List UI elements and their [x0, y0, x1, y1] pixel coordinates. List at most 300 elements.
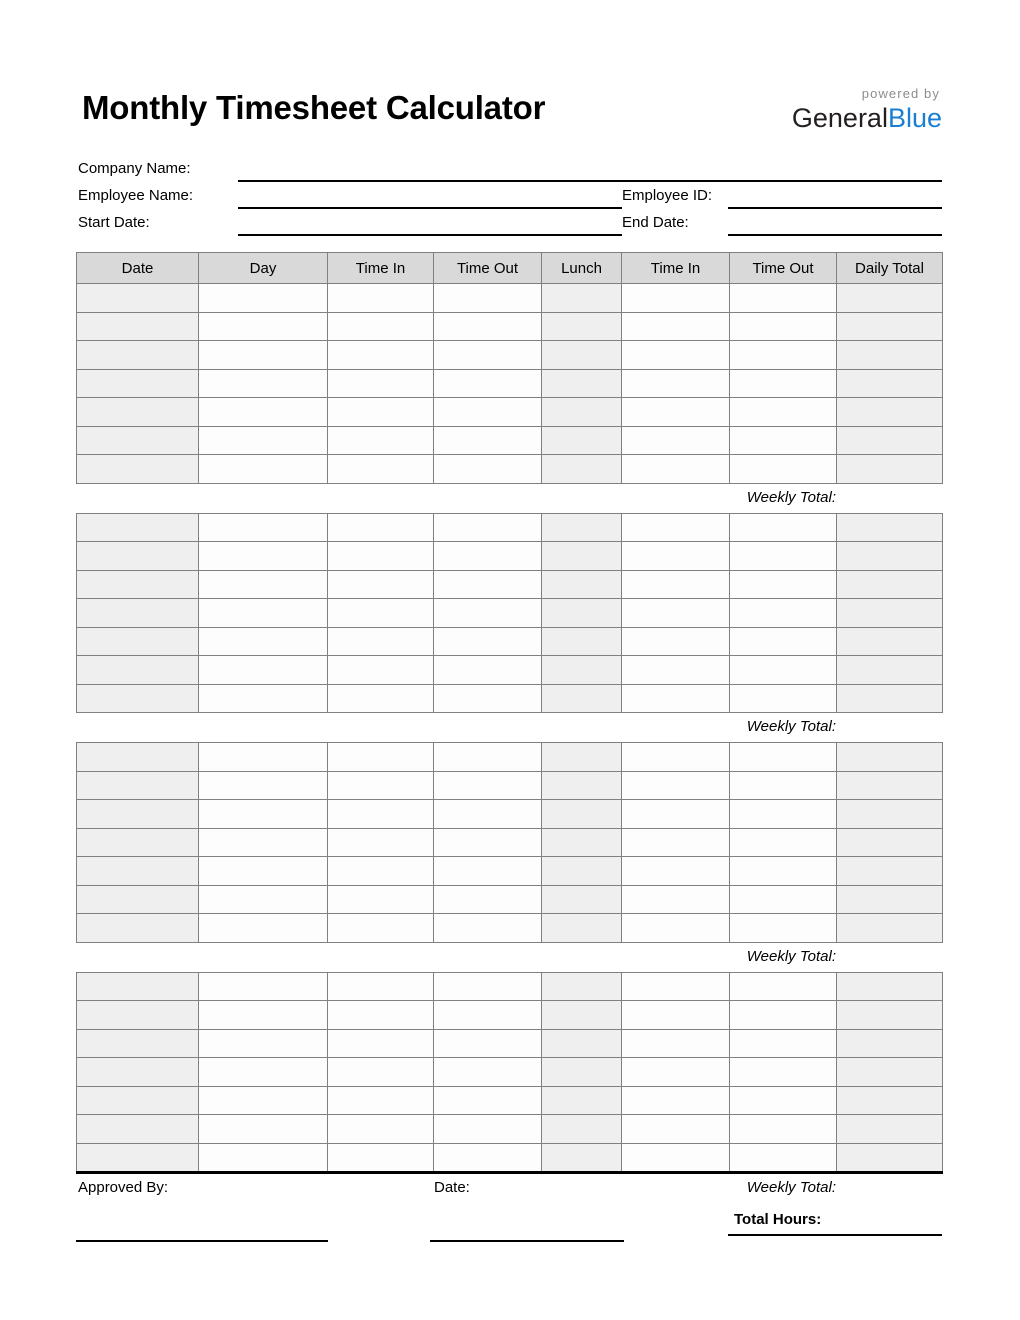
- table-cell[interactable]: [199, 312, 328, 341]
- table-cell[interactable]: [730, 684, 837, 713]
- table-cell[interactable]: [328, 513, 434, 542]
- table-cell[interactable]: [837, 1001, 943, 1030]
- table-cell[interactable]: [622, 426, 730, 455]
- table-cell[interactable]: [837, 800, 943, 829]
- timesheet-block-1: [76, 252, 943, 484]
- table-row: [77, 1143, 943, 1173]
- table-row: [77, 369, 943, 398]
- table-cell[interactable]: [622, 828, 730, 857]
- table-cell[interactable]: [622, 743, 730, 772]
- table-cell[interactable]: [730, 1086, 837, 1115]
- page-title: Monthly Timesheet Calculator: [82, 89, 546, 126]
- table-cell[interactable]: [730, 771, 837, 800]
- table-row: [77, 800, 943, 829]
- table-cell[interactable]: [730, 914, 837, 943]
- table-cell[interactable]: [837, 1115, 943, 1144]
- table-cell[interactable]: [199, 341, 328, 370]
- column-header: Date: [77, 253, 199, 284]
- table-cell[interactable]: [622, 570, 730, 599]
- table-cell[interactable]: [77, 570, 199, 599]
- table-cell[interactable]: [542, 828, 622, 857]
- column-header: Time Out: [730, 253, 837, 284]
- table-cell[interactable]: [730, 455, 837, 484]
- table-header-row: [77, 253, 943, 284]
- table-cell[interactable]: [77, 684, 199, 713]
- table-cell[interactable]: [730, 513, 837, 542]
- table-cell[interactable]: [622, 914, 730, 943]
- table-cell[interactable]: [199, 684, 328, 713]
- table-cell[interactable]: [328, 743, 434, 772]
- table-cell[interactable]: [542, 1058, 622, 1087]
- company-name-label: Company Name:: [78, 160, 191, 177]
- table-cell[interactable]: [199, 570, 328, 599]
- table-cell[interactable]: [434, 341, 542, 370]
- table-cell[interactable]: [622, 1086, 730, 1115]
- table-row: [77, 1115, 943, 1144]
- table-cell[interactable]: [77, 656, 199, 685]
- table-cell[interactable]: [434, 513, 542, 542]
- table-cell[interactable]: [622, 972, 730, 1001]
- table-cell[interactable]: [199, 1143, 328, 1173]
- table-cell[interactable]: [199, 972, 328, 1001]
- table-cell[interactable]: [542, 284, 622, 313]
- table-cell[interactable]: [542, 656, 622, 685]
- table-cell[interactable]: [434, 656, 542, 685]
- table-cell[interactable]: [434, 1086, 542, 1115]
- start-date-input[interactable]: [238, 234, 622, 236]
- timesheet-block-2: [76, 513, 943, 714]
- table-row: [77, 743, 943, 772]
- brand-powered-by-text: powered by: [861, 86, 940, 101]
- table-cell[interactable]: [328, 369, 434, 398]
- table-cell[interactable]: [434, 599, 542, 628]
- weekly-total-label: Weekly Total:: [746, 488, 836, 506]
- table-cell[interactable]: [434, 542, 542, 571]
- table-cell[interactable]: [622, 369, 730, 398]
- employee-name-input[interactable]: [238, 207, 622, 209]
- table-cell[interactable]: [542, 1115, 622, 1144]
- table-cell[interactable]: [542, 800, 622, 829]
- table-cell[interactable]: [542, 914, 622, 943]
- table-row: [77, 656, 943, 685]
- weekly-total-row-3: [76, 943, 942, 972]
- table-cell[interactable]: [328, 1086, 434, 1115]
- table-row: [77, 312, 943, 341]
- table-cell[interactable]: [77, 771, 199, 800]
- table-cell[interactable]: [328, 542, 434, 571]
- table-cell[interactable]: [622, 627, 730, 656]
- table-cell[interactable]: [199, 426, 328, 455]
- table-cell[interactable]: [730, 426, 837, 455]
- table-row: [77, 857, 943, 886]
- table-cell[interactable]: [328, 1143, 434, 1173]
- table-cell[interactable]: [434, 570, 542, 599]
- table-cell[interactable]: [434, 369, 542, 398]
- table-cell[interactable]: [837, 972, 943, 1001]
- table-cell[interactable]: [77, 1115, 199, 1144]
- table-cell[interactable]: [622, 656, 730, 685]
- table-cell[interactable]: [434, 455, 542, 484]
- table-cell[interactable]: [434, 684, 542, 713]
- table-cell[interactable]: [622, 542, 730, 571]
- table-cell[interactable]: [328, 828, 434, 857]
- table-cell[interactable]: [542, 570, 622, 599]
- table-cell[interactable]: [730, 398, 837, 427]
- company-name-input[interactable]: [238, 180, 942, 182]
- table-cell[interactable]: [199, 828, 328, 857]
- brand-logo: [642, 86, 942, 134]
- table-cell[interactable]: [77, 1001, 199, 1030]
- table-cell[interactable]: [837, 542, 943, 571]
- table-cell[interactable]: [730, 743, 837, 772]
- table-cell[interactable]: [199, 1001, 328, 1030]
- table-cell[interactable]: [622, 800, 730, 829]
- table-cell[interactable]: [837, 369, 943, 398]
- table-cell[interactable]: [328, 1001, 434, 1030]
- table-row: [77, 341, 943, 370]
- table-cell[interactable]: [730, 284, 837, 313]
- table-cell[interactable]: [328, 885, 434, 914]
- table-cell[interactable]: [199, 771, 328, 800]
- table-cell[interactable]: [837, 284, 943, 313]
- table-cell[interactable]: [837, 398, 943, 427]
- table-cell[interactable]: [434, 972, 542, 1001]
- table-cell[interactable]: [622, 771, 730, 800]
- table-cell[interactable]: [622, 599, 730, 628]
- table-cell[interactable]: [199, 599, 328, 628]
- table-cell[interactable]: [837, 627, 943, 656]
- table-cell[interactable]: [199, 398, 328, 427]
- table-cell[interactable]: [622, 455, 730, 484]
- table-cell[interactable]: [434, 743, 542, 772]
- table-cell[interactable]: [434, 1115, 542, 1144]
- table-cell[interactable]: [622, 341, 730, 370]
- table-cell[interactable]: [434, 828, 542, 857]
- table-cell[interactable]: [837, 513, 943, 542]
- form-row-company: [78, 158, 942, 185]
- table-cell[interactable]: [837, 885, 943, 914]
- weekly-total-row-2: [76, 713, 942, 742]
- table-cell[interactable]: [542, 312, 622, 341]
- table-cell[interactable]: [199, 627, 328, 656]
- table-cell[interactable]: [434, 1143, 542, 1173]
- table-cell[interactable]: [199, 369, 328, 398]
- table-cell[interactable]: [328, 570, 434, 599]
- table-cell[interactable]: [542, 1001, 622, 1030]
- table-cell[interactable]: [199, 1086, 328, 1115]
- table-cell[interactable]: [542, 426, 622, 455]
- table-cell[interactable]: [622, 1001, 730, 1030]
- table-cell[interactable]: [542, 743, 622, 772]
- table-cell[interactable]: [542, 1143, 622, 1173]
- table-cell[interactable]: [77, 885, 199, 914]
- table-cell[interactable]: [434, 914, 542, 943]
- table-cell[interactable]: [730, 885, 837, 914]
- table-row: [77, 914, 943, 943]
- table-cell[interactable]: [77, 312, 199, 341]
- table-cell[interactable]: [730, 627, 837, 656]
- table-cell[interactable]: [542, 972, 622, 1001]
- table-cell[interactable]: [77, 426, 199, 455]
- table-cell[interactable]: [328, 684, 434, 713]
- table-cell[interactable]: [199, 284, 328, 313]
- table-cell[interactable]: [837, 341, 943, 370]
- table-cell[interactable]: [77, 284, 199, 313]
- table-cell[interactable]: [434, 771, 542, 800]
- table-cell[interactable]: [77, 1143, 199, 1173]
- table-cell[interactable]: [199, 513, 328, 542]
- table-cell[interactable]: [730, 800, 837, 829]
- table-cell[interactable]: [730, 857, 837, 886]
- table-cell[interactable]: [622, 1143, 730, 1173]
- table-cell[interactable]: [837, 743, 943, 772]
- table-row: [77, 771, 943, 800]
- form-row-employee: [78, 185, 942, 212]
- table-cell[interactable]: [622, 398, 730, 427]
- table-cell[interactable]: [837, 857, 943, 886]
- table-cell[interactable]: [77, 542, 199, 571]
- timesheet-block-4: [76, 972, 943, 1175]
- table-cell[interactable]: [622, 1058, 730, 1087]
- table-row: [77, 1029, 943, 1058]
- employee-id-input[interactable]: [728, 207, 942, 209]
- table-row: [77, 284, 943, 313]
- table-cell[interactable]: [622, 684, 730, 713]
- table-cell[interactable]: [77, 398, 199, 427]
- table-cell[interactable]: [328, 284, 434, 313]
- column-header: Time In: [328, 253, 434, 284]
- table-cell[interactable]: [328, 1029, 434, 1058]
- table-cell[interactable]: [77, 828, 199, 857]
- table-cell[interactable]: [434, 1029, 542, 1058]
- table-cell[interactable]: [328, 455, 434, 484]
- table-cell[interactable]: [542, 771, 622, 800]
- table-cell[interactable]: [199, 857, 328, 886]
- timesheet-block-3: [76, 742, 943, 943]
- table-row: [77, 570, 943, 599]
- table-cell[interactable]: [542, 599, 622, 628]
- page-header: [76, 86, 942, 148]
- table-cell[interactable]: [622, 1115, 730, 1144]
- table-cell[interactable]: [199, 542, 328, 571]
- table-cell[interactable]: [837, 312, 943, 341]
- table-cell[interactable]: [328, 800, 434, 829]
- table-cell[interactable]: [837, 599, 943, 628]
- table-cell[interactable]: [328, 627, 434, 656]
- table-cell[interactable]: [837, 684, 943, 713]
- table-cell[interactable]: [622, 513, 730, 542]
- table-cell[interactable]: [730, 1115, 837, 1144]
- column-header: Time Out: [434, 253, 542, 284]
- table-cell[interactable]: [542, 369, 622, 398]
- table-cell[interactable]: [542, 885, 622, 914]
- form-row-dates: [78, 212, 942, 239]
- table-cell[interactable]: [434, 284, 542, 313]
- column-header: Time In: [622, 253, 730, 284]
- table-cell[interactable]: [77, 1029, 199, 1058]
- brand-name-general: General: [791, 103, 888, 133]
- table-cell[interactable]: [199, 885, 328, 914]
- table-cell[interactable]: [434, 426, 542, 455]
- table-cell[interactable]: [434, 800, 542, 829]
- table-cell[interactable]: [77, 972, 199, 1001]
- table-cell[interactable]: [542, 1029, 622, 1058]
- table-cell[interactable]: [730, 570, 837, 599]
- table-cell[interactable]: [328, 972, 434, 1001]
- table-row: [77, 513, 943, 542]
- table-cell[interactable]: [199, 1115, 328, 1144]
- table-cell[interactable]: [328, 914, 434, 943]
- table-cell[interactable]: [77, 743, 199, 772]
- table-cell[interactable]: [77, 857, 199, 886]
- table-cell[interactable]: [542, 627, 622, 656]
- table-cell[interactable]: [730, 656, 837, 685]
- end-date-input[interactable]: [728, 234, 942, 236]
- table-cell[interactable]: [77, 1086, 199, 1115]
- timesheet-table-area: [76, 252, 942, 1174]
- table-cell[interactable]: [542, 455, 622, 484]
- table-cell[interactable]: [77, 341, 199, 370]
- table-row: [77, 1086, 943, 1115]
- employee-name-label: Employee Name:: [78, 187, 194, 204]
- footer-weekly-total-label: Weekly Total:: [746, 1179, 836, 1196]
- table-cell[interactable]: [328, 426, 434, 455]
- table-cell[interactable]: [434, 1058, 542, 1087]
- start-date-label: Start Date:: [78, 214, 150, 231]
- approved-by-label: Approved By:: [78, 1179, 169, 1196]
- table-row: [77, 542, 943, 571]
- table-cell[interactable]: [542, 542, 622, 571]
- table-row: [77, 398, 943, 427]
- column-header: Day: [199, 253, 328, 284]
- table-cell[interactable]: [328, 1058, 434, 1087]
- column-header: Daily Total: [837, 253, 943, 284]
- info-form: [78, 158, 942, 238]
- table-cell[interactable]: [199, 914, 328, 943]
- table-cell[interactable]: [77, 513, 199, 542]
- table-cell[interactable]: [730, 1001, 837, 1030]
- table-cell[interactable]: [837, 1143, 943, 1173]
- table-cell[interactable]: [622, 312, 730, 341]
- table-cell[interactable]: [542, 684, 622, 713]
- weekly-total-label: Weekly Total:: [746, 947, 836, 965]
- table-cell[interactable]: [622, 885, 730, 914]
- end-date-label: End Date:: [622, 214, 689, 231]
- table-row: [77, 627, 943, 656]
- table-cell[interactable]: [730, 369, 837, 398]
- weekly-total-label: Weekly Total:: [746, 718, 836, 735]
- brand-name-blue: Blue: [887, 103, 942, 133]
- table-cell[interactable]: [622, 857, 730, 886]
- table-cell[interactable]: [622, 1029, 730, 1058]
- table-cell[interactable]: [77, 800, 199, 829]
- table-cell[interactable]: [77, 455, 199, 484]
- table-cell[interactable]: [730, 1058, 837, 1087]
- table-cell[interactable]: [542, 1086, 622, 1115]
- table-cell[interactable]: [199, 743, 328, 772]
- table-cell[interactable]: [434, 398, 542, 427]
- table-cell[interactable]: [837, 455, 943, 484]
- table-cell[interactable]: [542, 857, 622, 886]
- total-hours-value: [728, 1234, 942, 1236]
- table-cell[interactable]: [730, 1143, 837, 1173]
- table-cell[interactable]: [199, 800, 328, 829]
- table-row: [77, 684, 943, 713]
- table-row: [77, 455, 943, 484]
- footer-date-label: Date:: [434, 1179, 470, 1196]
- table-cell[interactable]: [542, 398, 622, 427]
- column-header: Lunch: [542, 253, 622, 284]
- table-cell[interactable]: [328, 656, 434, 685]
- table-cell[interactable]: [837, 426, 943, 455]
- table-row: [77, 426, 943, 455]
- table-cell[interactable]: [434, 312, 542, 341]
- table-cell[interactable]: [837, 914, 943, 943]
- table-cell[interactable]: [837, 656, 943, 685]
- table-cell[interactable]: [328, 341, 434, 370]
- table-cell[interactable]: [328, 312, 434, 341]
- table-cell[interactable]: [77, 369, 199, 398]
- table-cell[interactable]: [199, 1058, 328, 1087]
- table-cell[interactable]: [199, 1029, 328, 1058]
- table-cell[interactable]: [622, 284, 730, 313]
- table-cell[interactable]: [837, 570, 943, 599]
- table-cell[interactable]: [328, 1115, 434, 1144]
- approved-by-input[interactable]: [76, 1240, 328, 1242]
- table-cell[interactable]: [199, 656, 328, 685]
- table-cell[interactable]: [77, 914, 199, 943]
- table-cell[interactable]: [77, 599, 199, 628]
- table-row: [77, 972, 943, 1001]
- table-cell[interactable]: [328, 857, 434, 886]
- footer-date-input[interactable]: [430, 1240, 624, 1242]
- table-cell[interactable]: [730, 828, 837, 857]
- table-cell[interactable]: [730, 599, 837, 628]
- table-cell[interactable]: [837, 1058, 943, 1087]
- table-cell[interactable]: [730, 972, 837, 1001]
- table-cell[interactable]: [199, 455, 328, 484]
- table-row: [77, 1058, 943, 1087]
- table-cell[interactable]: [434, 885, 542, 914]
- employee-id-label: Employee ID:: [622, 187, 713, 204]
- table-cell[interactable]: [730, 1029, 837, 1058]
- table-cell[interactable]: [730, 312, 837, 341]
- page-footer: [76, 1172, 942, 1262]
- table-cell[interactable]: [77, 627, 199, 656]
- table-cell[interactable]: [434, 857, 542, 886]
- table-cell[interactable]: [730, 341, 837, 370]
- table-cell[interactable]: [328, 398, 434, 427]
- table-cell[interactable]: [837, 828, 943, 857]
- table-cell[interactable]: [837, 1029, 943, 1058]
- table-cell[interactable]: [542, 341, 622, 370]
- table-cell[interactable]: [434, 1001, 542, 1030]
- brand-name: [642, 102, 942, 134]
- table-cell[interactable]: [542, 513, 622, 542]
- table-row: [77, 885, 943, 914]
- table-cell[interactable]: [434, 627, 542, 656]
- table-cell[interactable]: [328, 599, 434, 628]
- table-cell[interactable]: [730, 542, 837, 571]
- table-row: [77, 1001, 943, 1030]
- table-row: [77, 828, 943, 857]
- table-row: [77, 599, 943, 628]
- total-hours-label: Total Hours:: [734, 1211, 822, 1228]
- table-cell[interactable]: [837, 1086, 943, 1115]
- table-cell[interactable]: [328, 771, 434, 800]
- table-cell[interactable]: [77, 1058, 199, 1087]
- table-cell[interactable]: [837, 771, 943, 800]
